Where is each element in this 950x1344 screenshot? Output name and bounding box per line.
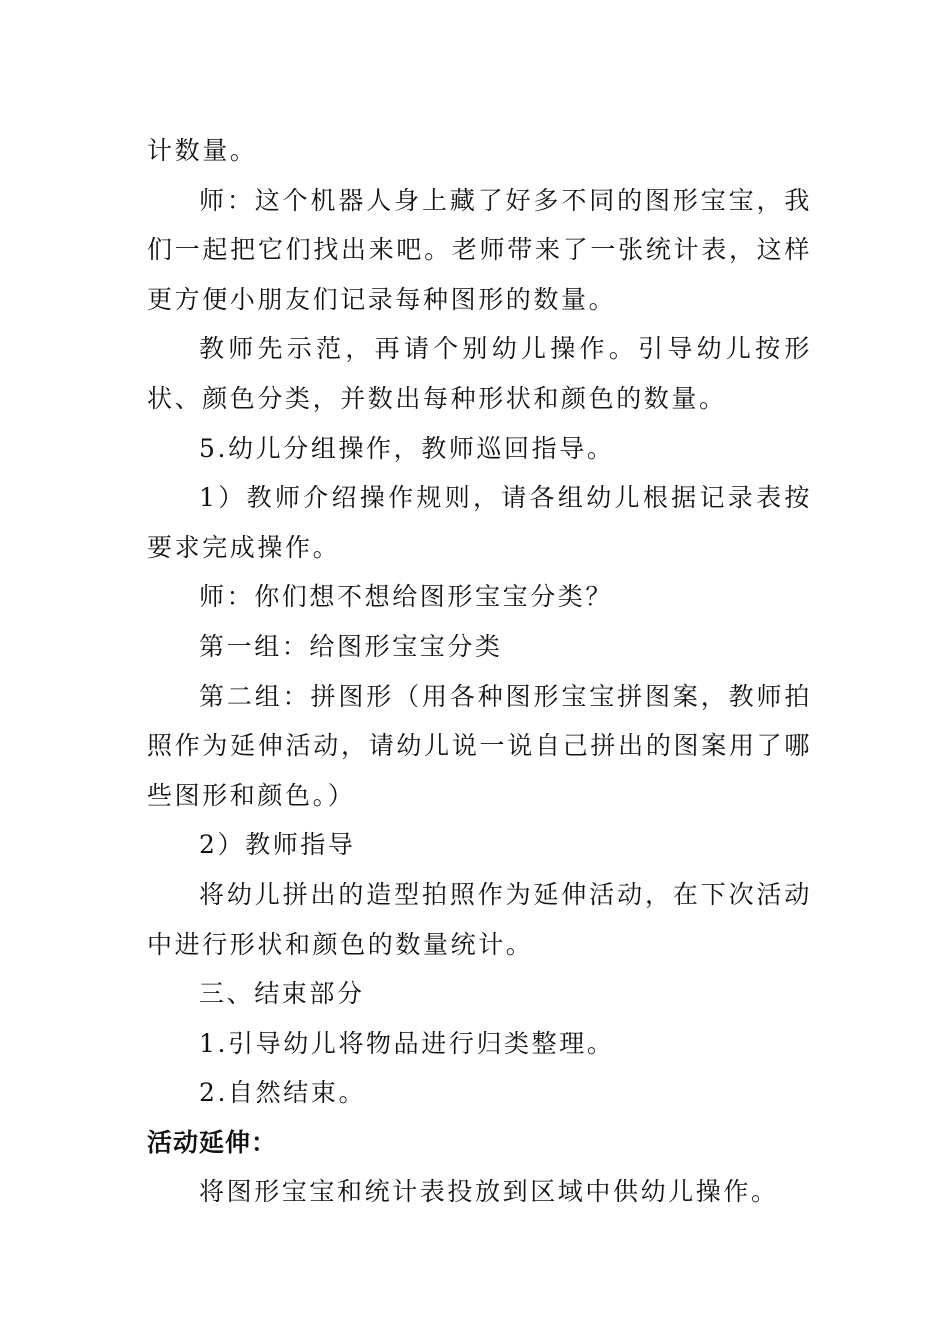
paragraph: 计数量。: [147, 136, 258, 165]
paragraph: 5.幼儿分组操作，教师巡回指导。: [199, 433, 615, 463]
section-heading: 活动延伸：: [147, 1127, 278, 1157]
paragraph: 师：这个机器人身上藏了好多不同的图形宝宝，我们一起把它们找出来吧。老师带来了一张统计表，这样更方便小朋友们记录每种图形的数量。: [147, 185, 812, 314]
paragraph: 将幼儿拼出的造型拍照作为延伸活动，在下次活动中进行形状和颜色的数量统计。: [147, 879, 812, 959]
paragraph: 1）教师介绍操作规则，请各组幼儿根据记录表按要求完成操作。: [147, 483, 812, 562]
paragraph: 第二组：拼图形（用各种图形宝宝拼图案，教师拍照作为延伸活动，请幼儿说一说自己拼出的图案用了哪些图形和颜色。）: [147, 681, 812, 810]
document-body: [147, 126, 812, 1217]
paragraph: 2）教师指导: [199, 830, 356, 860]
paragraph: 1.引导幼儿将物品进行归类整理。: [199, 1028, 615, 1058]
paragraph: 2.自然结束。: [199, 1078, 367, 1108]
paragraph: 师：你们想不想给图形宝宝分类？: [199, 582, 614, 612]
paragraph: 将图形宝宝和统计表投放到区域中供幼儿操作。: [199, 1177, 779, 1207]
paragraph: 三、结束部分: [199, 979, 365, 1009]
paragraph: 教师先示范，再请个别幼儿操作。引导幼儿按形状、颜色分类，并数出每种形状和颜色的数量。: [147, 334, 812, 413]
paragraph: 第一组：给图形宝宝分类: [199, 631, 503, 661]
